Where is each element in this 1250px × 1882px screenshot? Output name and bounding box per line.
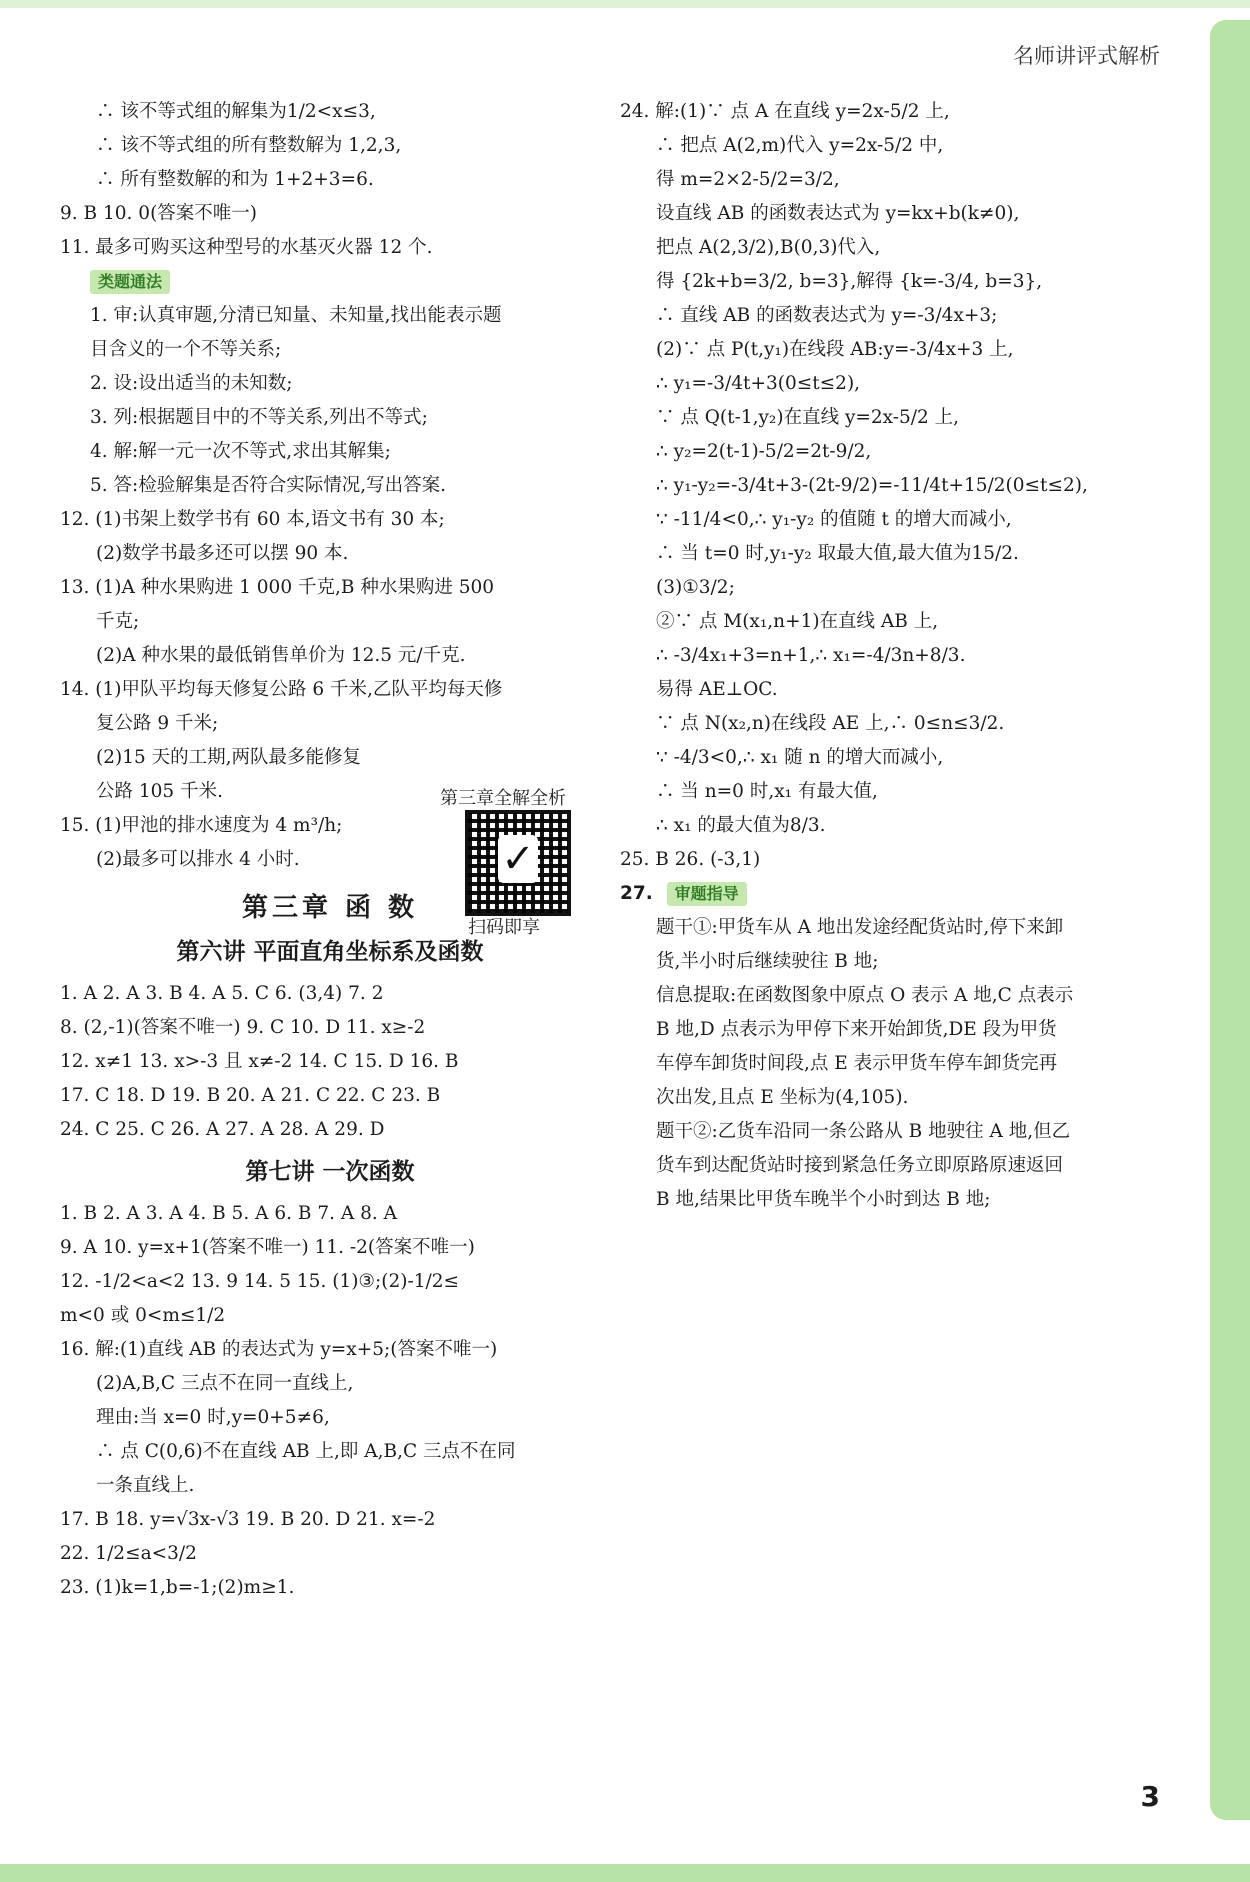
answer-17-21: 17. B 18. y=√3x-√3 19. B 20. D 21. x=-2 xyxy=(60,1509,436,1530)
method-line: 5. 答:检验解集是否符合实际情况,写出答案. xyxy=(90,475,447,496)
l6-row: 12. x≠1 13. x>-3 且 x≠-2 14. C 15. D 16. B xyxy=(60,1051,459,1072)
q27-line: 货,半小时后继续驶往 B 地; xyxy=(656,951,879,972)
text-line: ∴ 该不等式组的解集为1/2<x≤3, xyxy=(96,101,376,122)
method-tag: 类题通法 xyxy=(90,270,170,294)
q27-line: 题干②:乙货车沿同一条公路从 B 地驶往 A 地,但乙 xyxy=(656,1121,1071,1142)
right-column xyxy=(620,95,1165,1217)
method-line: 4. 解:解一元一次不等式,求出其解集; xyxy=(90,441,391,462)
l6-row: 17. C 18. D 19. B 20. A 21. C 22. C 23. B xyxy=(60,1085,441,1106)
answer-25-26: 25. B 26. (-3,1) xyxy=(620,849,761,870)
l6-row: 24. C 25. C 26. A 27. A 28. A 29. D xyxy=(60,1119,385,1140)
answer-9-10: 9. B 10. 0(答案不唯一) xyxy=(60,203,258,224)
l7-row: 9. A 10. y=x+1(答案不唯一) 11. -2(答案不唯一) xyxy=(60,1237,475,1258)
answer-22: 22. 1/2≤a<3/2 xyxy=(60,1543,197,1564)
text-line: ∵ 点 N(x₂,n)在线段 AE 上,∴ 0≤n≤3/2. xyxy=(656,713,1005,734)
l6-row: 1. A 2. A 3. B 4. A 5. C 6. (3,4) 7. 2 xyxy=(60,983,384,1004)
l6-row: 8. (2,-1)(答案不唯一) 9. C 10. D 11. x≥-2 xyxy=(60,1017,426,1038)
qr-label: 第三章全解全析 xyxy=(440,788,566,809)
text-line: ∵ -11/4<0,∴ y₁-y₂ 的值随 t 的增大而减小, xyxy=(656,509,1012,530)
q27-line: 次出发,且点 E 坐标为(4,105). xyxy=(656,1087,909,1108)
qr-code-icon[interactable] xyxy=(465,810,571,916)
q27-line: B 地,D 点表示为甲停下来开始卸货,DE 段为甲货 xyxy=(656,1019,1057,1040)
q27-line: 信息提取:在函数图象中原点 O 表示 A 地,C 点表示 xyxy=(656,985,1074,1006)
answer-16: 16. 解:(1)直线 AB 的表达式为 y=x+5;(答案不唯一) xyxy=(60,1339,498,1360)
side-tab xyxy=(1210,20,1250,1820)
text-line: ∵ 点 Q(t-1,y₂)在直线 y=2x-5/2 上, xyxy=(656,407,960,428)
text-line: 得 m=2×2-5/2=3/2, xyxy=(656,169,840,190)
l7-row: 12. -1/2<a<2 13. 9 14. 5 15. (1)③;(2)-1/2≤ xyxy=(60,1271,459,1292)
text-line: 易得 AE⊥OC. xyxy=(656,679,778,700)
bottom-border xyxy=(0,1864,1250,1882)
chapter-title: 第三章 函 数 xyxy=(241,893,419,923)
page-number: 3 xyxy=(1140,1780,1160,1813)
text-line: 把点 A(2,3/2),B(0,3)代入, xyxy=(656,237,881,258)
answer-16: 一条直线上. xyxy=(96,1475,195,1496)
answer-16: (2)A,B,C 三点不在同一直线上, xyxy=(96,1373,354,1394)
answer-13: 千克; xyxy=(96,611,140,632)
text-line: ∴ y₂=2(t-1)-5/2=2t-9/2, xyxy=(656,441,872,462)
q27-line: B 地,结果比甲货车晚半个小时到达 B 地; xyxy=(656,1189,991,1210)
top-border xyxy=(0,0,1250,8)
text-line: ∴ y₁-y₂=-3/4t+3-(2t-9/2)=-11/4t+15/2(0≤t≤2), xyxy=(656,475,1088,496)
l7-row: 1. B 2. A 3. A 4. B 5. A 6. B 7. A 8. A xyxy=(60,1203,398,1224)
answer-13: (2)A 种水果的最低销售单价为 12.5 元/千克. xyxy=(96,645,466,666)
q27-line: 车停车卸货时间段,点 E 表示甲货车停车卸货完再 xyxy=(656,1053,1058,1074)
answer-14: 14. (1)甲队平均每天修复公路 6 千米,乙队平均每天修 xyxy=(60,679,503,700)
text-line: ②∵ 点 M(x₁,n+1)在直线 AB 上, xyxy=(656,611,939,632)
text-line: 得 {2k+b=3/2, b=3},解得 {k=-3/4, b=3}, xyxy=(656,271,1043,292)
text-line: ∴ 把点 A(2,m)代入 y=2x-5/2 中, xyxy=(656,135,944,156)
header-title: 名师讲评式解析 xyxy=(1013,44,1160,68)
answer-16: 理由:当 x=0 时,y=0+5≠6, xyxy=(96,1407,330,1428)
l7-row: m<0 或 0<m≤1/2 xyxy=(60,1305,226,1326)
answer-13: 13. (1)A 种水果购进 1 000 千克,B 种水果购进 500 xyxy=(60,577,495,598)
text-line: ∴ 该不等式组的所有整数解为 1,2,3, xyxy=(96,135,402,156)
answer-14: (2)15 天的工期,两队最多能修复 xyxy=(96,747,362,768)
text-line: ∴ x₁ 的最大值为8/3. xyxy=(656,815,826,836)
answer-24: 24. 解:(1)∵ 点 A 在直线 y=2x-5/2 上, xyxy=(620,101,950,122)
text-line: (2)∵ 点 P(t,y₁)在线段 AB:y=-3/4x+3 上, xyxy=(656,339,1014,360)
text-line: ∴ -3/4x₁+3=n+1,∴ x₁=-4/3n+8/3. xyxy=(656,645,966,666)
text-line: ∴ 当 t=0 时,y₁-y₂ 取最大值,最大值为15/2. xyxy=(656,543,1019,564)
answer-14: 复公路 9 千米; xyxy=(96,713,219,734)
method-box xyxy=(60,265,600,503)
text-line: ∴ 所有整数解的和为 1+2+3=6. xyxy=(96,169,374,190)
method-line: 目含义的一个不等关系; xyxy=(90,339,282,360)
answer-15: (2)最多可以排水 4 小时. xyxy=(96,849,300,870)
q27-line: 货车到达配货站时接到紧急任务立即原路原速返回 xyxy=(656,1155,1064,1176)
answer-11: 11. 最多可购买这种型号的水基灭火器 12 个. xyxy=(60,237,433,258)
answer-23: 23. (1)k=1,b=-1;(2)m≥1. xyxy=(60,1577,295,1598)
lecture-7-title: 第七讲 一次函数 xyxy=(245,1159,415,1185)
lecture-6-title: 第六讲 平面直角坐标系及函数 xyxy=(176,939,484,965)
answer-15: 15. (1)甲池的排水速度为 4 m³/h; xyxy=(60,815,343,836)
text-line: ∵ -4/3<0,∴ x₁ 随 n 的增大而减小, xyxy=(656,747,944,768)
answer-27-number: 27. xyxy=(620,883,653,904)
text-line: ∴ y₁=-3/4t+3(0≤t≤2), xyxy=(656,373,861,394)
answer-12: (2)数学书最多还可以摆 90 本. xyxy=(96,543,349,564)
text-line: 设直线 AB 的函数表达式为 y=kx+b(k≠0), xyxy=(656,203,1020,224)
qr-caption: 扫码即享 xyxy=(468,917,540,938)
answer-14: 公路 105 千米. xyxy=(96,781,223,802)
method-line: 1. 审:认真审题,分清已知量、未知量,找出能表示题 xyxy=(90,305,502,326)
answer-16: ∴ 点 C(0,6)不在直线 AB 上,即 A,B,C 三点不在同 xyxy=(96,1441,516,1462)
method-line: 2. 设:设出适当的未知数; xyxy=(90,373,293,394)
q27-line: 题干①:甲货车从 A 地出发途经配货站时,停下来卸 xyxy=(656,917,1064,938)
method-line: 3. 列:根据题目中的不等关系,列出不等式; xyxy=(90,407,428,428)
text-line: (3)①3/2; xyxy=(656,577,735,598)
text-line: ∴ 直线 AB 的函数表达式为 y=-3/4x+3; xyxy=(656,305,998,326)
text-line: ∴ 当 n=0 时,x₁ 有最大值, xyxy=(656,781,878,802)
review-tag: 审题指导 xyxy=(667,882,747,906)
answer-12: 12. (1)书架上数学书有 60 本,语文书有 30 本; xyxy=(60,509,445,530)
